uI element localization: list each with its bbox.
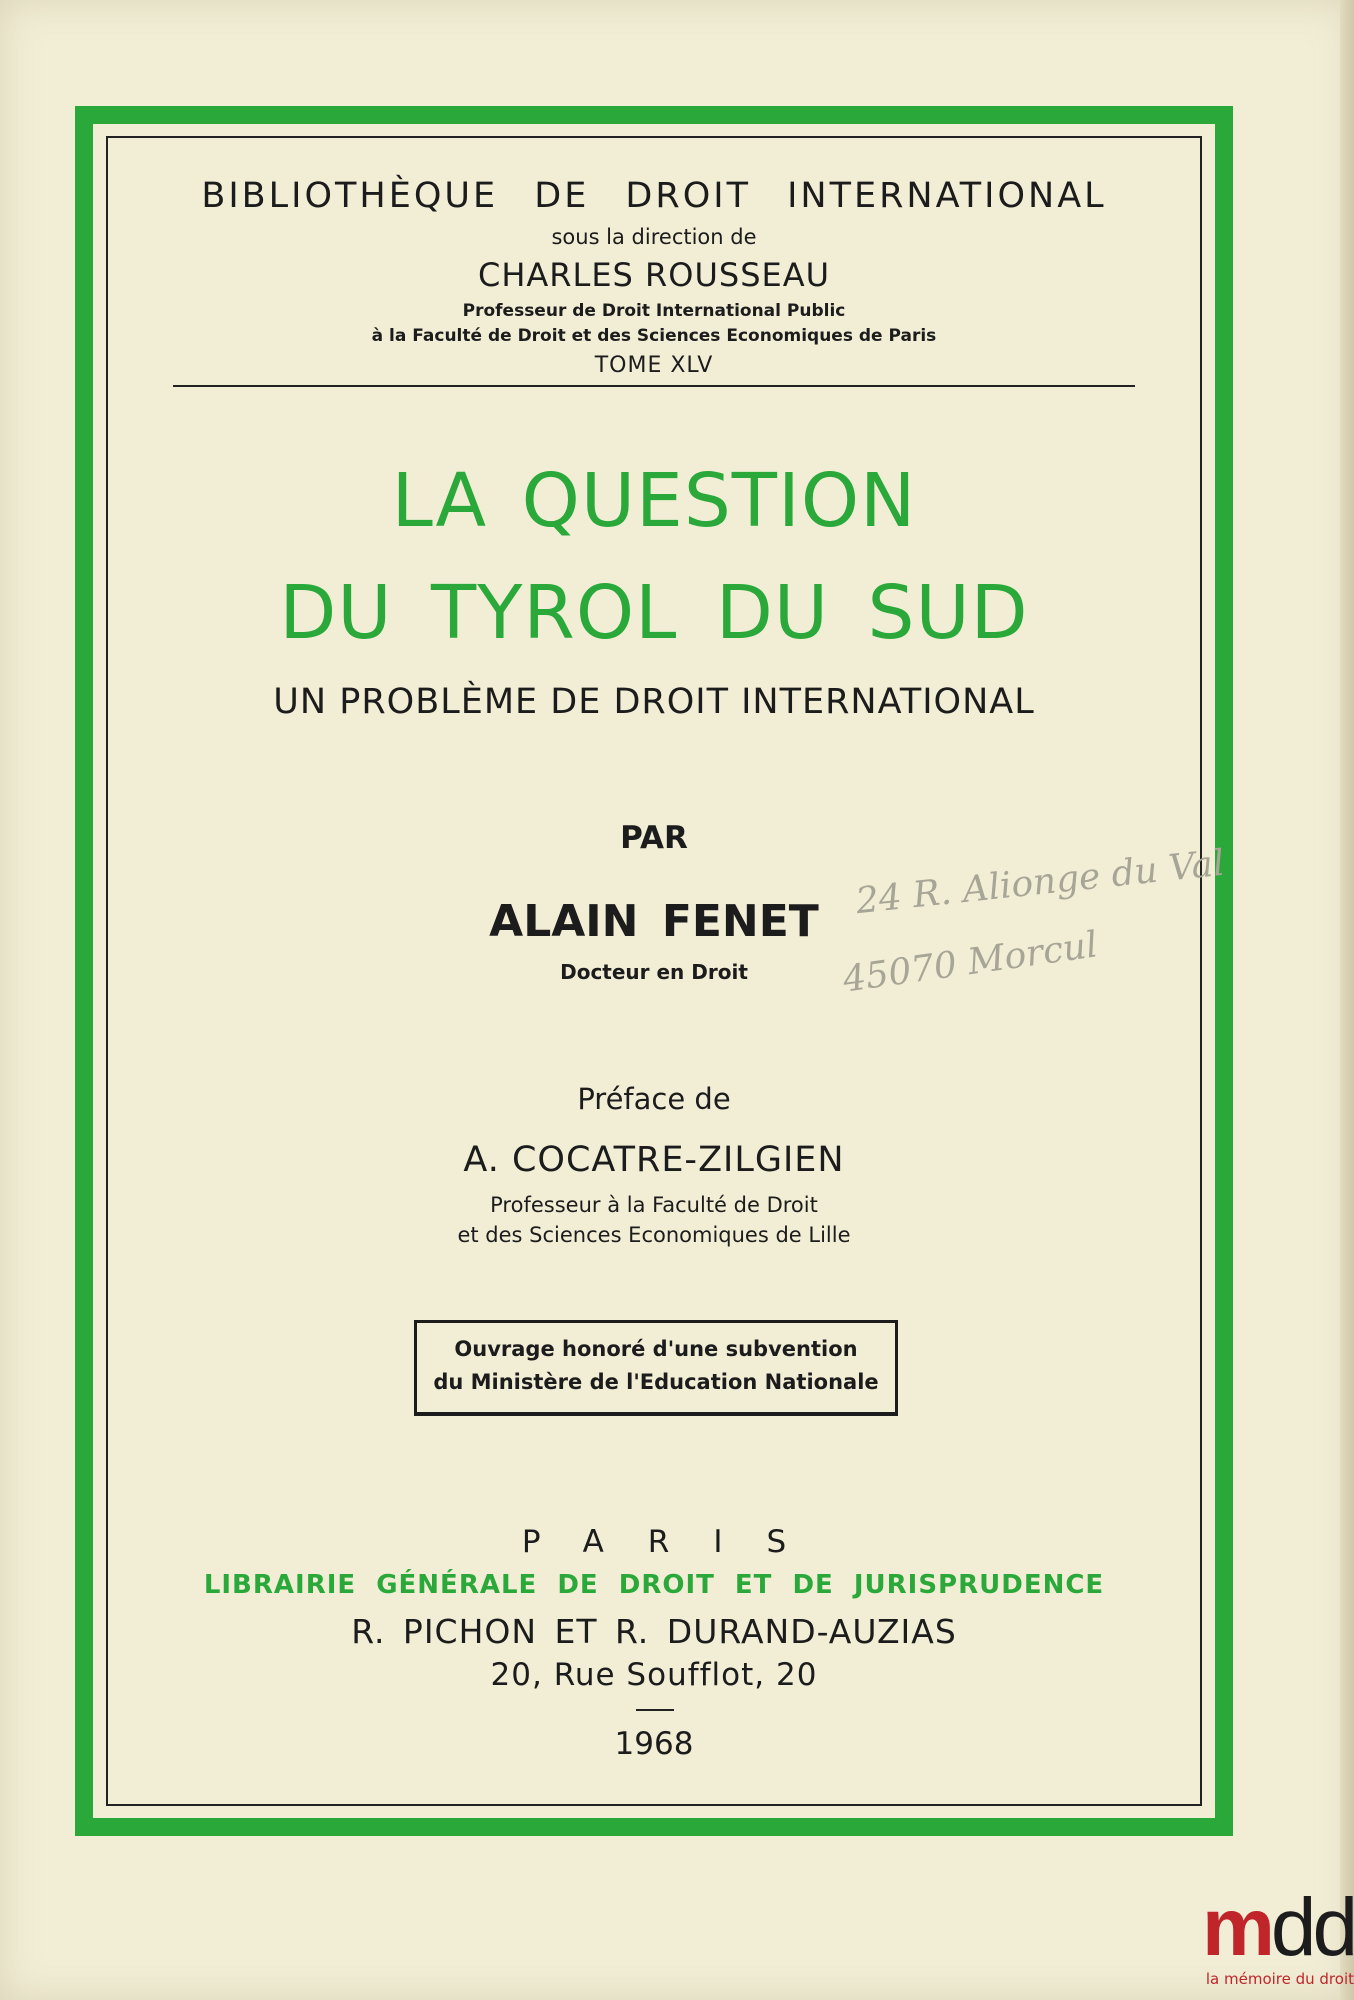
publisher-city: PARIS [521, 1524, 831, 1560]
subvention-box [414, 1320, 898, 1416]
year-divider [636, 1709, 674, 1711]
direction-label: sous la direction de [551, 225, 757, 249]
director-title-1: Professeur de Droit International Public [462, 301, 846, 321]
subvention-line-1: Ouvrage honoré d'une subvention [454, 1337, 858, 1361]
preface-label: Préface de [577, 1082, 731, 1116]
publication-year: 1968 [614, 1726, 694, 1762]
book-subtitle: UN PROBLÈME DE DROIT INTERNATIONAL [273, 682, 1035, 722]
preface-author-title-2: et des Sciences Economiques de Lille [457, 1223, 851, 1247]
series-name: BIBLIOTHÈQUE DE DROIT INTERNATIONAL [201, 176, 1107, 216]
watermark-logo [1202, 1882, 1354, 1994]
handwritten-note-line-2: 45070 Morcul [840, 924, 1101, 1001]
book-title-line-2: DU TYROL DU SUD [279, 570, 1029, 656]
author-title: Docteur en Droit [560, 960, 748, 984]
header-divider [173, 385, 1135, 387]
preface-author: A. COCATRE-ZILGIEN [463, 1140, 845, 1180]
publisher-address: 20, Rue Soufflot, 20 [490, 1657, 818, 1693]
publisher-name: LIBRAIRIE GÉNÉRALE DE DROIT ET DE JURISPRUDENCE [203, 1570, 1105, 1600]
preface-author-title-1: Professeur à la Faculté de Droit [490, 1193, 818, 1217]
director-title-2: à la Faculté de Droit et des Sciences Economiques de Paris [371, 326, 937, 346]
handwritten-note-line-1: 24 R. Alionge du Val [853, 842, 1227, 923]
by-label: PAR [620, 820, 688, 856]
tome-number: TOME XLV [594, 353, 714, 378]
author-name: ALAIN FENET [489, 896, 819, 947]
watermark-tagline: la mémoire du droit [1205, 1970, 1354, 1988]
series-director: CHARLES ROUSSEAU [477, 256, 831, 294]
book-title-line-1: LA QUESTION [391, 458, 917, 544]
cover-edge [1340, 0, 1354, 2000]
subvention-line-2: du Ministère de l'Education Nationale [433, 1370, 879, 1394]
publisher-owners: R. PICHON ET R. DURAND-AUZIAS [351, 1612, 957, 1651]
watermark-mark: mdd [1202, 1882, 1354, 1973]
